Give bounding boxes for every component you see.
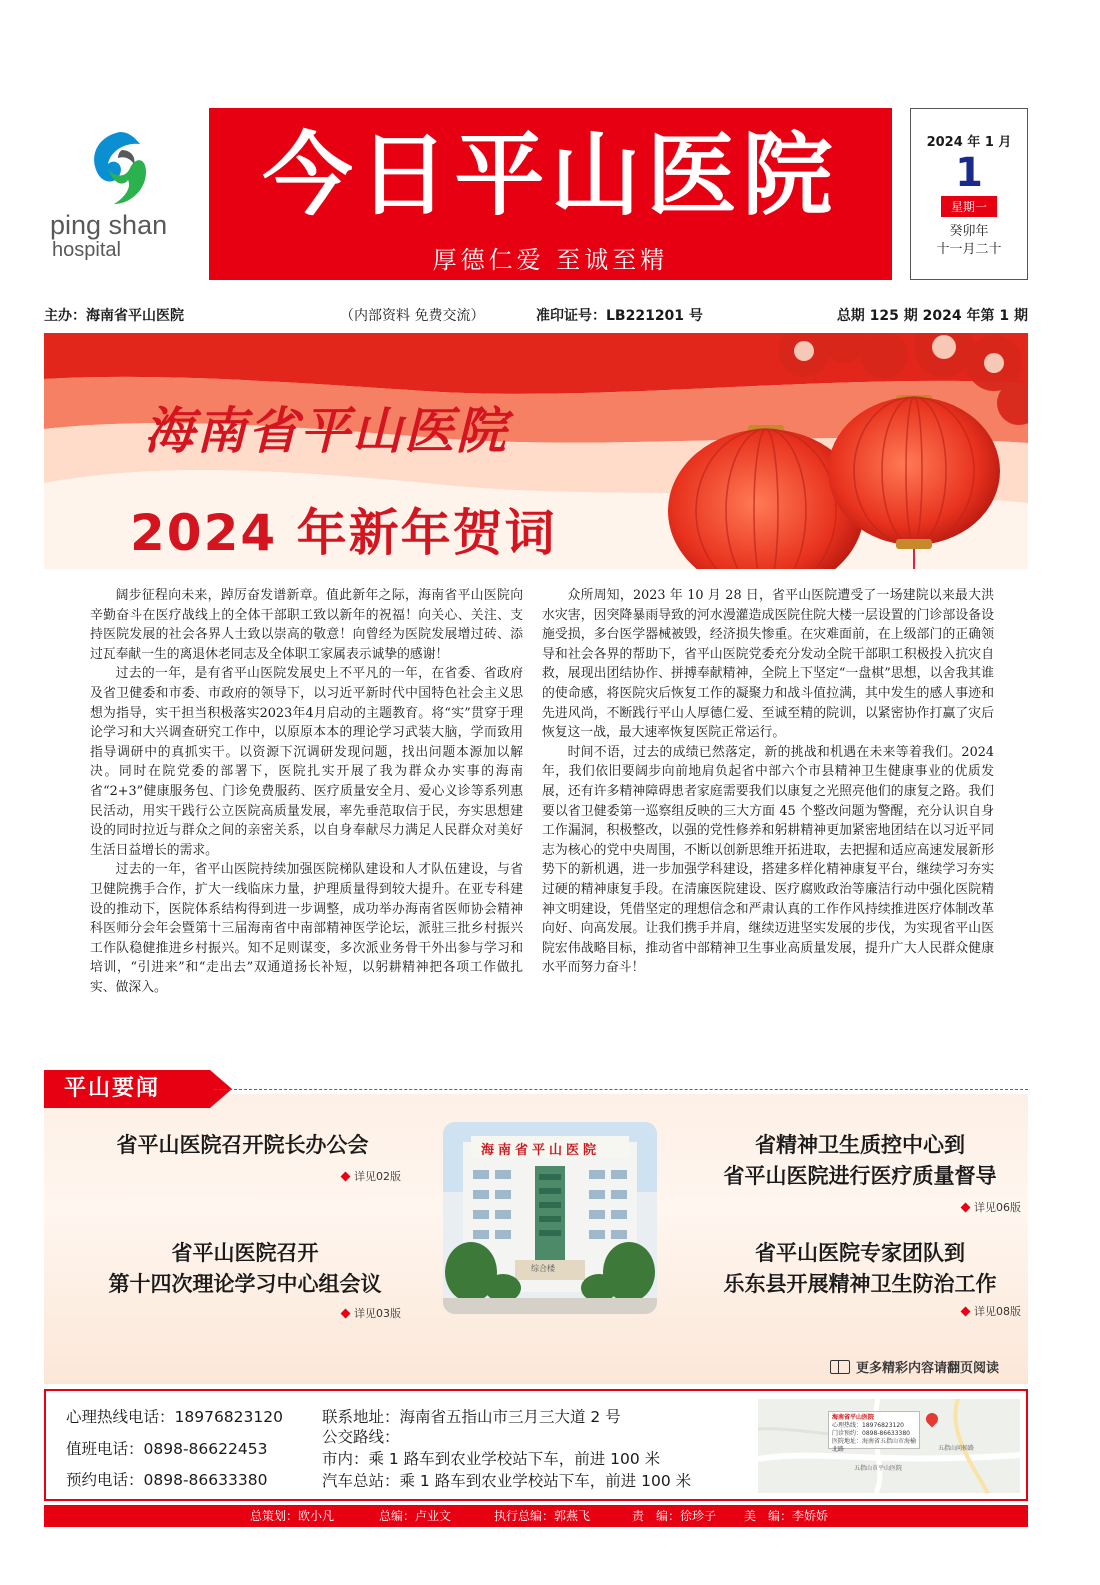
news-headline-2[interactable] — [90, 1238, 400, 1300]
map-callout — [828, 1411, 920, 1453]
banner-title-line1: 海南省平山医院 — [144, 402, 508, 460]
sponsor-text: 主办：海南省平山医院 — [44, 308, 184, 324]
article-paragraph: 过去的一年，省平山医院持续加强医院梯队建设和人才队伍建设，与省卫健院携手合作，扩大一线临床力量，护理质量得到较大提升。在亚专科建设的推动下，医院体系结构得到进一步调整，成功举办海南省医师协会精神科医师分会年会暨第十三届海南省中南部精神医学论坛，派驻三批乡村振兴工作队稳健推进乡村振兴。知不足则谋变，多次派业务骨干外出参与学习和培训，“引进来”和“走出去”双通道扬长补短，以躬耕精神把各项工作做扎实、做深入。 — [90, 862, 523, 995]
see-page-text: 详见02版 — [354, 1170, 401, 1183]
news-headline-3[interactable] — [700, 1130, 1020, 1192]
contact-info-box — [44, 1389, 1028, 1501]
building-door-sign: 综合楼 — [531, 1264, 555, 1273]
duty-phone: 值班电话：0898-86622453 — [66, 1440, 268, 1458]
diamond-icon — [341, 1309, 351, 1319]
section-divider — [214, 1089, 1028, 1090]
more-content-link[interactable] — [830, 1357, 1028, 1381]
map-place-label: 五指山市平山医院 — [854, 1465, 903, 1472]
bus-route-city: 市内：乘 1 路车到农业学校站下车，前进 100 米 — [322, 1450, 661, 1468]
greeting-article-left-column — [90, 586, 523, 997]
headline-line: 省平山医院专家团队到 — [755, 1241, 965, 1265]
diamond-icon — [341, 1172, 351, 1182]
credit-art-editor: 美 编：李娇娇 — [744, 1509, 829, 1523]
appointment-phone: 预约电话：0898-86633380 — [66, 1471, 268, 1489]
headline-line: 省平山医院召开 — [171, 1241, 319, 1265]
bus-route-station: 汽车总站：乘 1 路车到农业学校站下车，前进 100 米 — [322, 1472, 692, 1490]
news-headline-1[interactable] — [100, 1130, 385, 1161]
bus-route-title: 公交路线： — [322, 1428, 400, 1446]
headline-line: 第十四次理论学习中心组会议 — [108, 1272, 382, 1296]
headline-line: 省精神卫生质控中心到 — [755, 1133, 965, 1157]
location-map[interactable] — [758, 1399, 1020, 1493]
map-place-label: 五指山问候路 — [938, 1445, 975, 1452]
article-paragraph: 阔步征程向未来，踔厉奋发谱新章。值此新年之际，海南省平山医院向辛勤奋斗在医疗战线上的全体干部职工致以新年的祝福！向关心、关注、支持医院发展的社会各界人士致以崇高的敬意！向曾经为医院发展增过砖、添过瓦奉献一生的离退休老同志及全体职工家属表示诚挚的感谢！ — [90, 588, 523, 662]
permit-number: 准印证号：LB221201 号 — [536, 308, 703, 324]
masthead-slogan: 厚德仁爱 至诚至精 — [432, 246, 669, 274]
headline-line: 乐东县开展精神卫生防治工作 — [723, 1272, 997, 1296]
masthead-title-box — [209, 108, 892, 280]
new-year-banner — [44, 333, 1028, 569]
news-headline-4[interactable] — [700, 1238, 1020, 1300]
book-icon — [830, 1360, 850, 1374]
building-sign: 海南省平山医院 — [481, 1143, 601, 1158]
date-year-month: 2024 年 1 月 — [926, 135, 1012, 150]
date-lunar — [911, 223, 1027, 259]
editorial-credits-bar — [44, 1505, 1028, 1527]
see-page-link-4[interactable] — [962, 1303, 1021, 1319]
hospital-logo — [44, 128, 194, 263]
psych-hotline: 心理热线电话：18976823120 — [66, 1408, 283, 1426]
map-callout-line: 医院地址：海南省五指山市海榆北路 — [832, 1438, 917, 1453]
credit-chief-planner: 总策划：欧小凡 — [250, 1509, 335, 1523]
credit-resp-editor: 责 编：徐珍子 — [632, 1509, 717, 1523]
internal-note: （内部资料 免费交流） — [340, 308, 485, 324]
credit-exec-editor: 执行总编：郭燕飞 — [494, 1509, 591, 1523]
see-page-link-1[interactable] — [342, 1168, 401, 1184]
map-callout-line: 心理热线：18976823120 — [832, 1422, 904, 1429]
see-page-text: 详见03版 — [354, 1307, 401, 1320]
logo-line2: hospital — [52, 239, 121, 261]
logo-line1: ping shan — [50, 210, 168, 240]
date-weekday: 星期一 — [941, 196, 997, 217]
hospital-building-photo — [443, 1122, 657, 1314]
credit-chief-editor: 总编：卢业文 — [379, 1509, 452, 1523]
publication-info-bar — [44, 305, 1028, 331]
headline-line: 省平山医院进行医疗质量督导 — [723, 1164, 997, 1188]
map-callout-title: 海南省平山医院 — [832, 1414, 875, 1421]
contact-address: 联系地址：海南省五指山市三月三大道 2 号 — [322, 1408, 621, 1426]
newspaper-title: 今日平山医院 — [262, 123, 839, 228]
see-page-link-2[interactable] — [342, 1305, 401, 1321]
logo-text — [50, 212, 167, 260]
see-page-text: 详见08版 — [974, 1305, 1021, 1318]
article-paragraph: 时间不语，过去的成绩已然落定，新的挑战和机遇在未来等着我们。2024 年，我们依旧要阔步向前地肩负起省中部六个市县精神卫生健康事业的优质发展，还有许多精神障碍患者家庭需要我们以康复之光照亮他们的康复之路。我们要以省卫健委第一巡察组反映的三大方面 45 个整改问题为警醒，充分认识自身工作漏洞，积极整改，以强的党性修养和躬耕精神更加紧密地团结在以习近平同志为核心的党中央周围，不断以创新思维开拓进取，去把握和适应高速发展新形势下的新机遇，进一步加强学科建设，搭建多样化精神康复平台，继续学习夯实过硬的精神康复手段。在清廉医院建设、医疗腐败政治等廉洁行动中强化医院精神文明建设，凭借坚定的理想信念和严肃认真的工作作风持续推进医疗体制改革向好、向高发展。让我们携手并肩，继续迈进坚实发展的步伐，为实现省平山医院宏伟战略目标，推动省中部精神卫生事业高质量发展，提升广大人民群众健康水平而努力奋斗！ — [542, 744, 994, 976]
lunar-year: 癸卯年 — [949, 224, 989, 239]
logo-mark-icon — [80, 128, 160, 208]
see-page-text: 详见06版 — [974, 1201, 1021, 1214]
headline-line: 省平山医院召开院长办公会 — [116, 1133, 369, 1157]
more-content-text: 更多精彩内容请翻页阅读 — [856, 1361, 1000, 1376]
lunar-day: 十一月二十 — [936, 242, 1002, 258]
diamond-icon — [961, 1203, 971, 1213]
diamond-icon — [961, 1307, 971, 1317]
greeting-article-right-column — [542, 586, 994, 978]
article-paragraph: 过去的一年，是有省平山医院发展史上不平凡的一年，在省委、省政府及省卫健委和市委、市政府的领导下，以习近平新时代中国特色社会主义思想为指导，实干担当积极落实2023年4月启动的主题教育。将“实”贯穿于理论学习和大兴调查研究工作中，以原原本本的理论学习武装大脑，学而致用指导调研中的真抓实干。以资源下沉调研发现问题，找出问题本源加以解决。同时在院党委的部署下，医院扎实开展了我为群众办实事的海南省“2+3”健康服务包、门诊免费服药、医疗质量安全月、爱心义诊等系列惠民活动，用实干践行公立医院高质量发展，率先垂范取信于民，夯实思想建设的同时拉近与群众之间的亲密关系，以自身奉献尽力满足人民群众对美好生活日益增长的需求。 — [90, 666, 523, 858]
news-section-title: 平山要闻 — [44, 1070, 210, 1108]
see-page-link-3[interactable] — [962, 1199, 1021, 1215]
banner-title-line2: 2024 年新年贺词 — [130, 504, 557, 562]
map-callout-line: 门诊预约：0898-86633380 — [832, 1430, 910, 1437]
issue-date-box — [910, 108, 1028, 280]
issue-number: 总期 125 期 2024 年第 1 期 — [836, 308, 1028, 324]
date-day: 1 — [955, 150, 983, 196]
article-paragraph: 众所周知，2023 年 10 月 28 日，省平山医院遭受了一场建院以来最大洪水灾害，因突降暴雨导致的河水漫灌造成医院住院大楼一层设置的门诊部设备设施受损，多台医学器械被毁，经济损失惨重。在灾难面前，在上级部门的正确领导和社会各界的帮助下，省平山医院党委充分发动全院干部职工积极投入抗灾自救，展现出团结协作、拼搏奉献精神，全院上下坚定“一盘棋”思想，以舍我其谁的使命感，将医院灾后恢复工作的凝聚力和战斗值拉满，其中发生的感人事迹和先进风尚，不断践行平山人厚德仁爱、至诚至精的院训，以紧密协作打赢了灾后恢复这一战，最大速率恢复医院正常运行。 — [542, 588, 994, 741]
